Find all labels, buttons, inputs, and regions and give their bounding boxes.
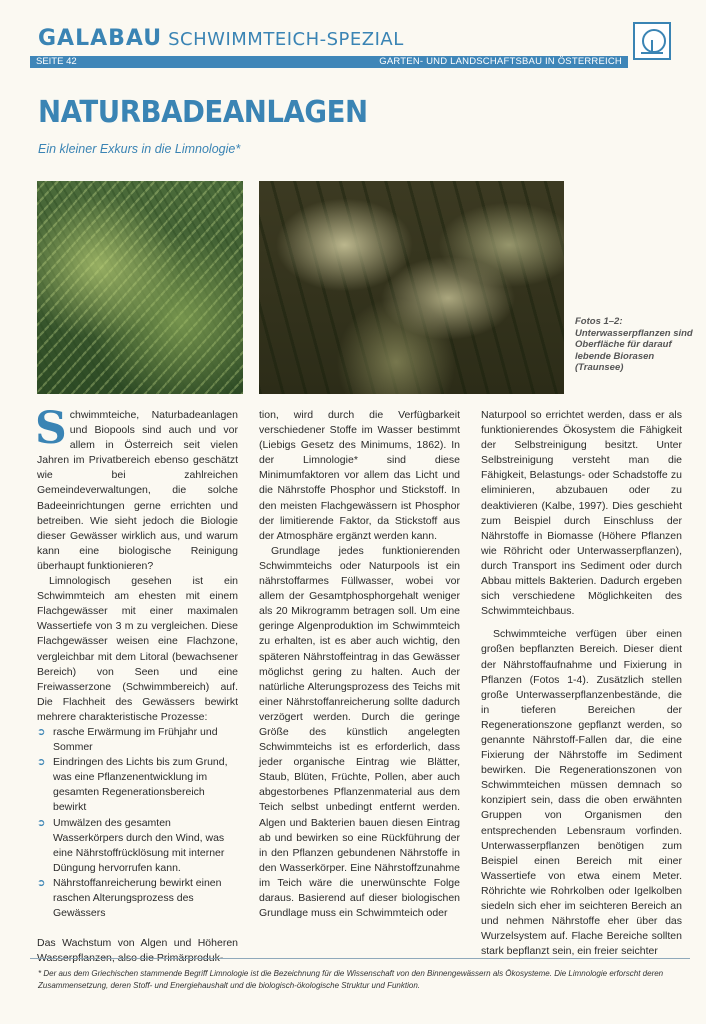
paragraph: Das Wachstum von Algen und Höheren Wasserpflanzen, also die Primärproduk- xyxy=(37,937,238,965)
logo-base xyxy=(641,52,663,54)
logo-ring xyxy=(642,29,666,53)
list-item xyxy=(37,816,238,876)
text-column-1 xyxy=(35,403,238,966)
brand-header xyxy=(38,26,404,51)
list-item xyxy=(37,725,238,755)
section-name: SCHWIMMTEICH-SPEZIAL xyxy=(168,29,404,50)
list-item-text: Umwälzen des gesamten Wasserkörpers durch den Wind, was eine Nährstoffrücklösung mit interner Düngung hervorrufen kann. xyxy=(53,816,225,874)
list-item-text: Eindringen des Lichts bis zum Grund, was eine Pflanzenentwicklung im gesamten Regenerationsbereich bewirkt xyxy=(53,756,228,814)
list-item-text: rasche Erwärmung im Frühjahr und Sommer xyxy=(53,725,218,754)
article-title: NATURBADEANLAGEN xyxy=(38,95,368,130)
footnote-divider xyxy=(30,958,690,959)
photo-caption: Fotos 1–2: Unterwasserpflanzen sind Oberfläche für darauf lebende Biorasen (Traunsee) xyxy=(575,316,693,373)
article-subtitle: Ein kleiner Exkurs in die Limnologie* xyxy=(38,142,241,156)
list-item xyxy=(37,876,238,921)
list-item-text: Nährstoffanreicherung bewirkt einen raschen Alterungsprozess des Gewässers xyxy=(53,876,222,920)
spacer xyxy=(37,921,238,936)
arrow-bullet-icon: ➲ xyxy=(37,757,46,769)
arrow-bullet-icon: ➲ xyxy=(37,726,46,738)
header-band xyxy=(30,56,628,68)
spacer xyxy=(481,619,682,627)
photo-underwater-plants-2 xyxy=(259,181,564,394)
page-number: SEITE 42 xyxy=(36,56,77,67)
process-list xyxy=(37,725,238,921)
drop-cap: S xyxy=(35,403,67,454)
paragraph: Schwimmteiche verfügen über einen großen bepflanzten Bereich. Dieser dient der Nährstoffaufnahme und Fixierung in Pflanzen (Fotos 1-4). Zusätzlich stellen große Unterwasserpflanzenbestände, die in tieferen Bereichen der Regenerationszone gepflanzt werden, so genannte Nährstoff-Fallen dar, die eine Fixierung der Nährstoffe im Sediment bewirken. Die Regenerationszonen von Schwimmteichen müssen demnach so konzipiert sein, dass die oben erwähnten Gruppen von Organismen den entsprechenden Lebensraum vorfinden. Unterwasserpflanzen benötigen zum Beispiel einen Bereich mit einer Wassertiefe von etwa einem Meter. Röhrichte wie Rohrkolben oder Igelkolben siedeln sich eher im seichteren Bereich an und nehmen Nährstoffe eher über das Wurzelsystem auf. Flache Bereiche sollten stark bepflanzt sein, ein freier seichter xyxy=(481,628,682,958)
list-item xyxy=(37,755,238,815)
galabau-logo-icon xyxy=(633,22,671,60)
arrow-bullet-icon: ➲ xyxy=(37,817,46,829)
text-column-2 xyxy=(259,408,460,921)
brand-name: GALABAU xyxy=(38,26,163,51)
paragraph: Naturpool so errichtet werden, dass er als funktionierendes Ökosystem die Fähigkeit der Selbstreinigung besitzt. Unter Selbstreinigung versteht man die Fähigkeit, Belastungs- oder Schadstoffe zu eliminieren, abzubauen oder zu deaktivieren (Kalbe, 1997). Dies geschieht zum Beispiel durch Einschluss der Nährstoffe in Biomasse (Höhere Pflanzen wie Röhricht oder Unterwasserpflanzen), durch Transport ins Sediment oder durch Abbau mittels Bakterien. Dadurch ergeben sich verschiedene Möglichkeiten des Schwimmteichbaus. xyxy=(481,409,682,618)
paragraph xyxy=(35,403,238,574)
text-column-3 xyxy=(481,408,682,959)
paragraph-text: chwimmteiche, Naturbadeanlagen und Biopools sind auch und vor allem in Österreich seit vielen Jahren im Privatbereich ebenso geschätzt wie bei zahlreichen Gemeindeverwaltungen, die solche Badeeinrichtungen gerne errichten und betreiben. Wie sieht jedoch die Biologie dieser Gewässer wirklich aus, und warum kann eine biologische Reinigung überhaupt funktionieren? xyxy=(37,409,238,572)
paragraph: Limnologisch gesehen ist ein Schwimmteich am ehesten mit einem Flachgewässer mit einer maximalen Wassertiefe von 3 m zu vergleichen. Diese Flachgewässer weisen eine Flachzone, vergleichbar mit dem Litoral (bewachsener Bereich) von Seen und eine Freiwasserzone (Schwimmbereich) auf. Die Flachheit des Gewässers bewirkt mehrere charakteristische Prozesse: xyxy=(37,575,238,723)
photo-underwater-plants-1 xyxy=(37,181,243,394)
paragraph: Grundlage jedes funktionierenden Schwimmteichs oder Naturpools ist ein nährstoffarmes Füllwasser, wobei vor allem der Gesamtphosphorgehalt weniger als 20 Mikrogramm betragen soll. Um eine geringe Algenproduktion im Schwimmteich zu erhalten, ist es aber auch wichtig, den späteren Nährstoffeintrag in das Gewässer möglichst gering zu halten. Auch der natürliche Alterungsprozess des Teichs mit einer Nährstoffanreicherung sollte dadurch verzögert werden. Durch die geringe Größe des künstlich angelegten Schwimmteichs ist es erforderlich, dass jeder organische Eintrag wie Blätter, Staub, Blüten, Früchte, Pollen, aber auch abgestorbenes Pflanzenmaterial aus dem Teich selbst unbedingt entfernt werden. Algen und Bakterien bauen diesen Eintrag ab und bewirken so eine Rückführung der in den Pflanzen gebundenen Nährstoffe in den Wasserkörper. Eine Nährstoffzunahme im Teich wäre die unerwünschte Folge daraus. Basierend auf dieser biologischen Grundlage muss ein Schwimmteich oder xyxy=(259,544,460,920)
arrow-bullet-icon: ➲ xyxy=(37,877,46,889)
footnote: * Der aus dem Griechischen stammende Begriff Limnologie ist die Bezeichnung für die Wissenschaft von den Binnengewässern als Ökosysteme. Die Limnologie erforscht deren Zusammensetzung, deren Stoff- und Energiehaushalt und die biologisch-ökologische Struktur und Funktion. xyxy=(38,969,664,990)
paragraph: tion, wird durch die Verfügbarkeit verschiedener Stoffe im Wasser bestimmt (Liebigs Gesetz des Minimums, 1862). In der Limnologie* sind diese Minimumfaktoren vor allem das Licht und die Nährstoffe Phosphor und Stickstoff. In den meisten Flachgewässern ist Phosphor der limitierende Faktor, da Stickstoff aus der Atmosphäre ergänzt werden kann. xyxy=(259,409,460,542)
publication-name: GARTEN- UND LANDSCHAFTSBAU IN ÖSTERREICH xyxy=(379,56,622,67)
